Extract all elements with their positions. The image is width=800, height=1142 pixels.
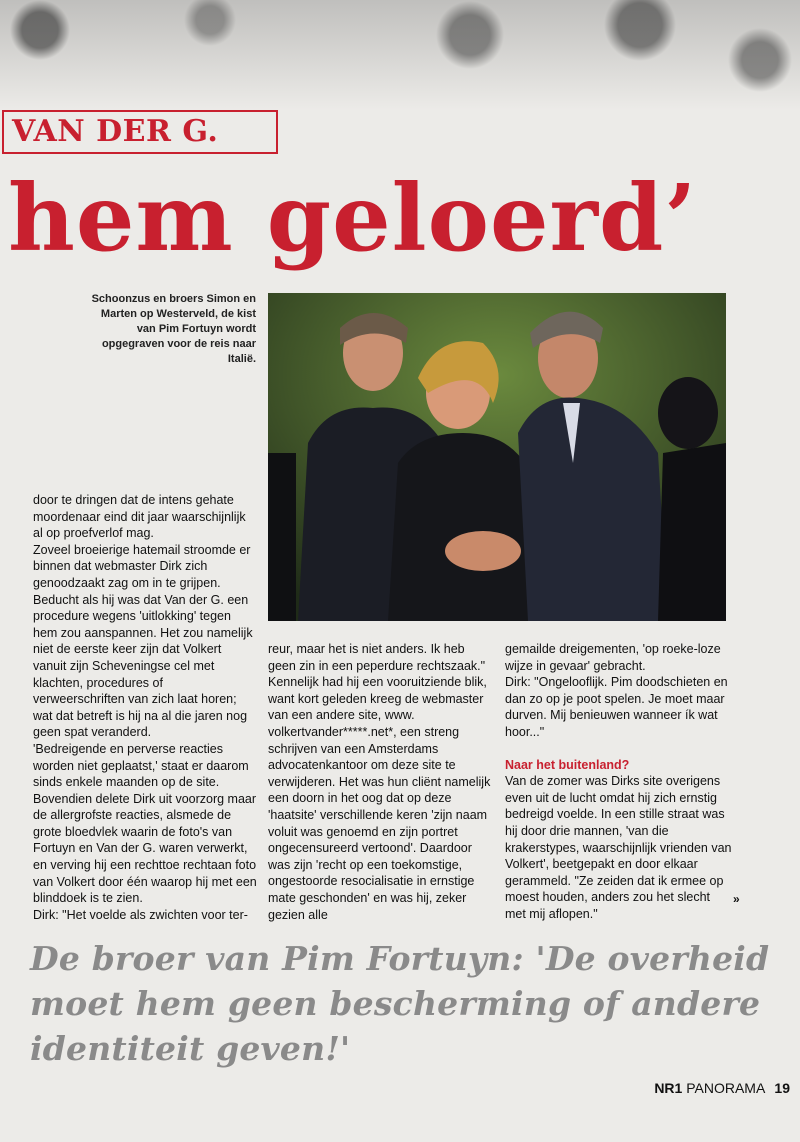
paragraph: Zoveel broeierige hatemail stroomde er binnen dat webmaster Dirk zich genoodzaakt zag om in te grijpen. Beducht als hij was dat Van der G. een procedure wegens 'uitlokking' tegen hem zou aanspannen. Het zou namelijk niet de eerste keer zijn dat Volkert vanuit zijn Scheveningse cel met klachten, procedures of verweerschriften van zich laat horen; wat dat betreft is hij na al die jaren nog geen spat veranderd. xyxy=(33,542,253,740)
page-footer xyxy=(654,1080,790,1096)
kicker-label: VAN DER G. xyxy=(2,110,278,154)
paragraph: 'Bedreigende en perverse reacties worden niet geplaatst,' staat er daarom sinds enkele maanden op de site. Bovendien delete Dirk uit voorzorg maar de allergrofste reacties, alsmede de grote bloedvlek waarin de foto's van Fortuyn en Van der G. waren verwerkt, en verving hij een rechttoe rechtaan foto van Volkert door één waarop hij met een blinddoek is te zien. xyxy=(33,741,257,906)
photo-caption: Schoonzus en broers Simon en Marten op Westerveld, de kist van Pim Fortuyn wordt opgegraven voor de reis naar Italië. xyxy=(91,293,256,365)
paragraph: Kennelijk had hij een vooruitziende blik, want kort geleden kreeg de webmaster van een andere site, www. volkertvander*****.net*, een streng schrijven van een Amsterdams advocatenkantoor om deze site te verwijderen. Het was hun cliënt namelijk een doorn in het oog dat op deze 'haatsite' verschillende keren 'zijn naam voluit was genoemd en zijn portret ongecensureerd vertoond'. Daardoor was zijn 'recht op een toekomstige, ongestoorde resocialisatie in ernstige mate geschonden' en was hij, zeker gezien alle xyxy=(268,675,491,922)
section-name: PANORAMA xyxy=(686,1080,765,1096)
pull-quote: De broer van Pim Fortuyn: 'De overheid moet hem geen bescherming of andere identiteit geven!' xyxy=(30,939,770,1068)
grunge-texture xyxy=(0,0,800,110)
headline: hem geloerd’ xyxy=(8,164,698,272)
section-subhead: Naar het buitenland? xyxy=(505,757,630,772)
paragraph: Dirk: "Ongelooflijk. Pim doodschieten en dan zo op je poot spelen. Je moet maar durven. Mij benieuwen wanneer ík wat hoor..." xyxy=(505,675,728,739)
paragraph: Van de zomer was Dirks site overigens even uit de lucht omdat hij zich ernstig bedreigd voelde. In een stille straat was hij door drie mannen, 'van die krakerstypes, waarschijnlijk vrienden van Volkert', beetgepakt en door elkaar gerammeld. "Ze zeiden dat ik ermee op moest houden, anders zou het slecht met mij aflopen." xyxy=(505,774,732,921)
news-photo xyxy=(268,293,726,621)
page-number: 19 xyxy=(774,1080,790,1096)
article-column-1 xyxy=(33,492,258,923)
paragraph: Dirk: "Het voelde als zwichten voor ter- xyxy=(33,907,248,922)
magazine-brand: NR1 xyxy=(654,1080,683,1096)
paragraph: gemailde dreigementen, 'op roeke-loze wijze in gevaar' gebracht. xyxy=(505,642,721,673)
article-column-2 xyxy=(268,641,493,923)
continue-arrow-icon: » xyxy=(733,892,740,906)
paragraph: reur, maar het is niet anders. Ik heb geen zin in een peperdure rechtszaak." xyxy=(268,642,486,673)
paragraph: door te dringen dat de intens gehate moordenaar eind dit jaar waarschijnlijk al op proefverlof mag. xyxy=(33,493,246,541)
article-column-3 xyxy=(505,641,733,923)
